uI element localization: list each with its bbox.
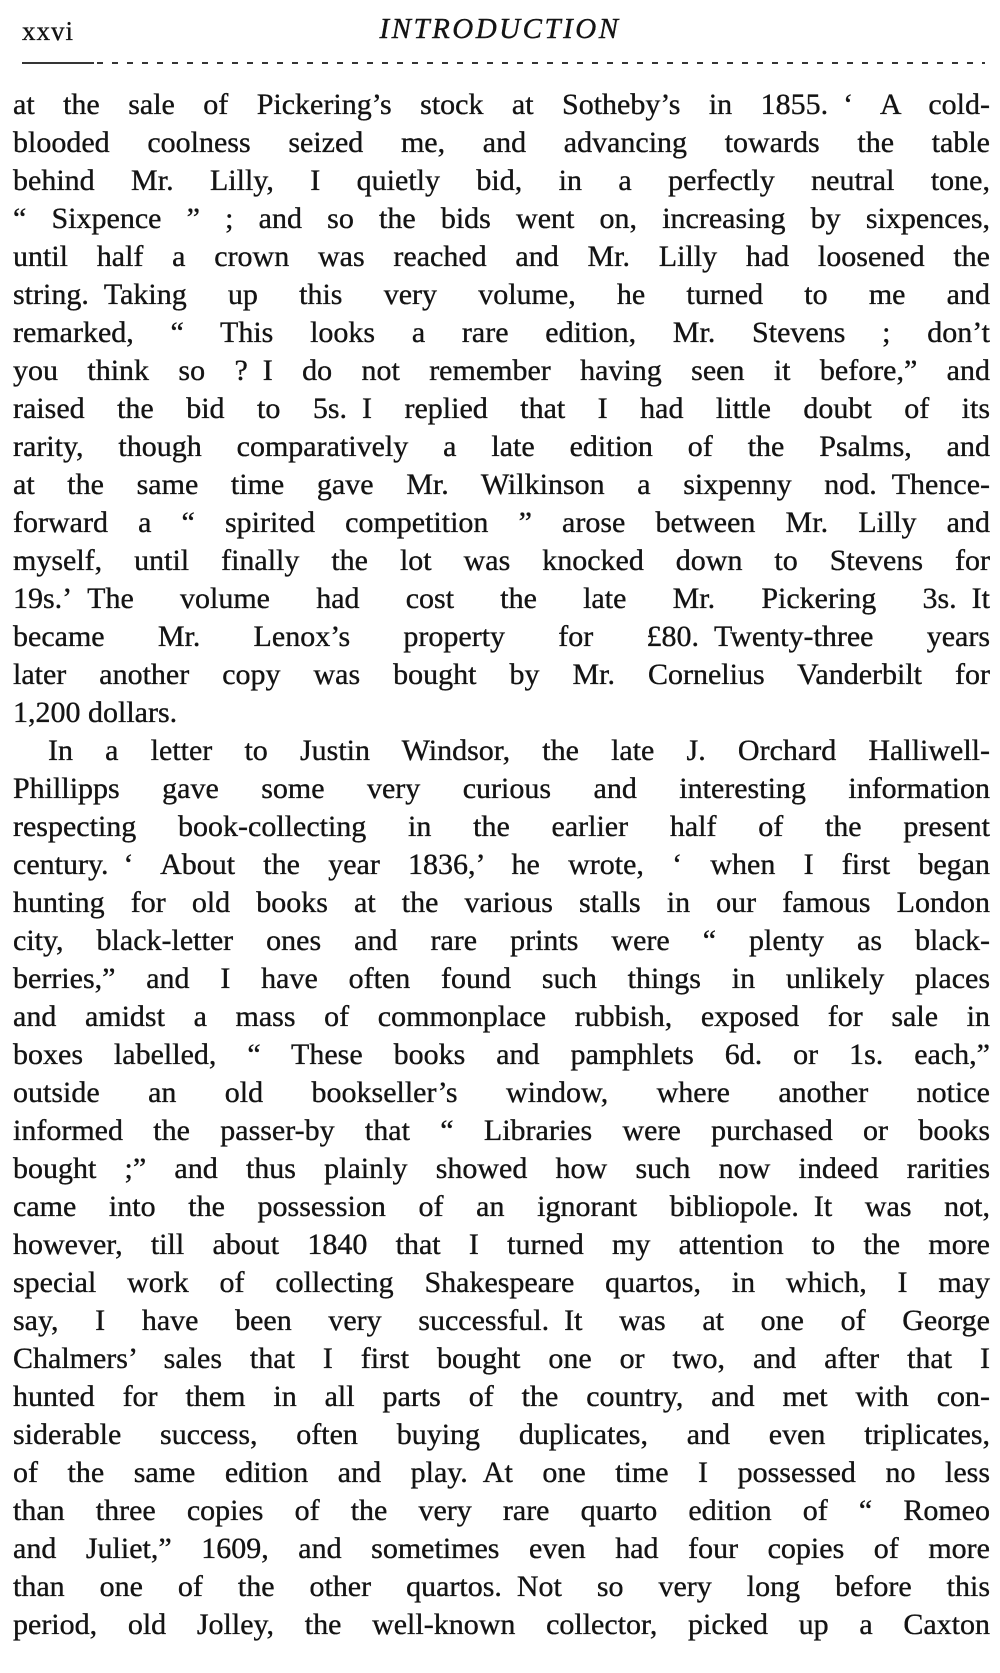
text-line: “ Sixpence ” ; and so the bids went on, increasing by sixpences, — [13, 202, 990, 235]
text-line: berries,” and I have often found such things in unlikely places — [13, 962, 990, 995]
text-line: boxes labelled, “ These books and pamphlets 6d. or 1s. each,” — [13, 1038, 990, 1071]
text-line: however, till about 1840 that I turned my attention to the more — [13, 1228, 990, 1261]
text-line: at the sale of Pickering’s stock at Sotheby’s in 1855. ‘ A cold- — [13, 88, 990, 121]
text-line: outside an old bookseller’s window, where another notice — [13, 1076, 990, 1109]
text-line: you think so ? I do not remember having seen it before,” and — [13, 354, 990, 387]
text-line: informed the passer-by that “ Libraries were purchased or books — [13, 1114, 990, 1147]
text-line: blooded coolness seized me, and advancing towards the table — [13, 126, 990, 159]
text-line: raised the bid to 5s. I replied that I had little doubt of its — [13, 392, 990, 425]
text-line: Phillipps gave some very curious and interesting information — [13, 772, 990, 805]
page-number: xxvi — [22, 16, 75, 46]
text-line: later another copy was bought by Mr. Cornelius Vanderbilt for — [13, 658, 990, 691]
text-line: and Juliet,” 1609, and sometimes even had four copies of more — [13, 1532, 990, 1565]
text-line: and amidst a mass of commonplace rubbish, exposed for sale in — [13, 1000, 990, 1033]
text-line: In a letter to Justin Windsor, the late J. Orchard Halliwell- — [48, 734, 990, 767]
text-line: behind Mr. Lilly, I quietly bid, in a perfectly neutral tone, — [13, 164, 990, 197]
page-header — [0, 13, 1000, 49]
text-line: 19s.’ The volume had cost the late Mr. Pickering 3s. It — [13, 582, 990, 615]
running-title: INTRODUCTION — [379, 13, 621, 45]
text-line: respecting book-collecting in the earlier half of the present — [13, 810, 990, 843]
paragraph-2 — [13, 732, 990, 1644]
text-line: of the same edition and play. At one time I possessed no less — [13, 1456, 990, 1489]
text-line: at the same time gave Mr. Wilkinson a sixpenny nod. Thence- — [13, 468, 990, 501]
text-line: bought ;” and thus plainly showed how such now indeed rarities — [13, 1152, 990, 1185]
text-line: myself, until finally the lot was knocked down to Stevens for — [13, 544, 990, 577]
text-line: than one of the other quartos. Not so very long before this — [13, 1570, 990, 1603]
text-line: say, I have been very successful. It was at one of George — [13, 1304, 990, 1337]
text-line: forward a “ spirited competition ” arose between Mr. Lilly and — [13, 506, 990, 539]
text-line: became Mr. Lenox’s property for £80. Twenty-three years — [13, 620, 990, 653]
text-line: siderable success, often buying duplicates, and even triplicates, — [13, 1418, 990, 1451]
text-line: than three copies of the very rare quarto edition of “ Romeo — [13, 1494, 990, 1527]
text-line: century. ‘ About the year 1836,’ he wrote, ‘ when I first began — [13, 848, 990, 881]
text-line: 1,200 dollars. — [13, 696, 178, 729]
text-line: rarity, though comparatively a late edition of the Psalms, and — [13, 430, 990, 463]
text-line: period, old Jolley, the well-known collector, picked up a Caxton — [13, 1608, 990, 1641]
text-line: special work of collecting Shakespeare quartos, in which, I may — [13, 1266, 990, 1299]
text-block — [13, 86, 990, 1644]
text-line: remarked, “ This looks a rare edition, Mr. Stevens ; don’t — [13, 316, 990, 349]
text-line: string. Taking up this very volume, he turned to me and — [13, 278, 990, 311]
text-line: Chalmers’ sales that I first bought one or two, and after that I — [13, 1342, 990, 1375]
text-line: came into the possession of an ignorant bibliopole. It was not, — [13, 1190, 990, 1223]
text-line: hunted for them in all parts of the country, and met with con- — [13, 1380, 990, 1413]
header-rule — [22, 62, 985, 64]
paragraph-1 — [13, 86, 990, 732]
text-line: city, black-letter ones and rare prints were “ plenty as black- — [13, 924, 990, 957]
text-line: hunting for old books at the various stalls in our famous London — [13, 886, 990, 919]
text-line: until half a crown was reached and Mr. Lilly had loosened the — [13, 240, 990, 273]
